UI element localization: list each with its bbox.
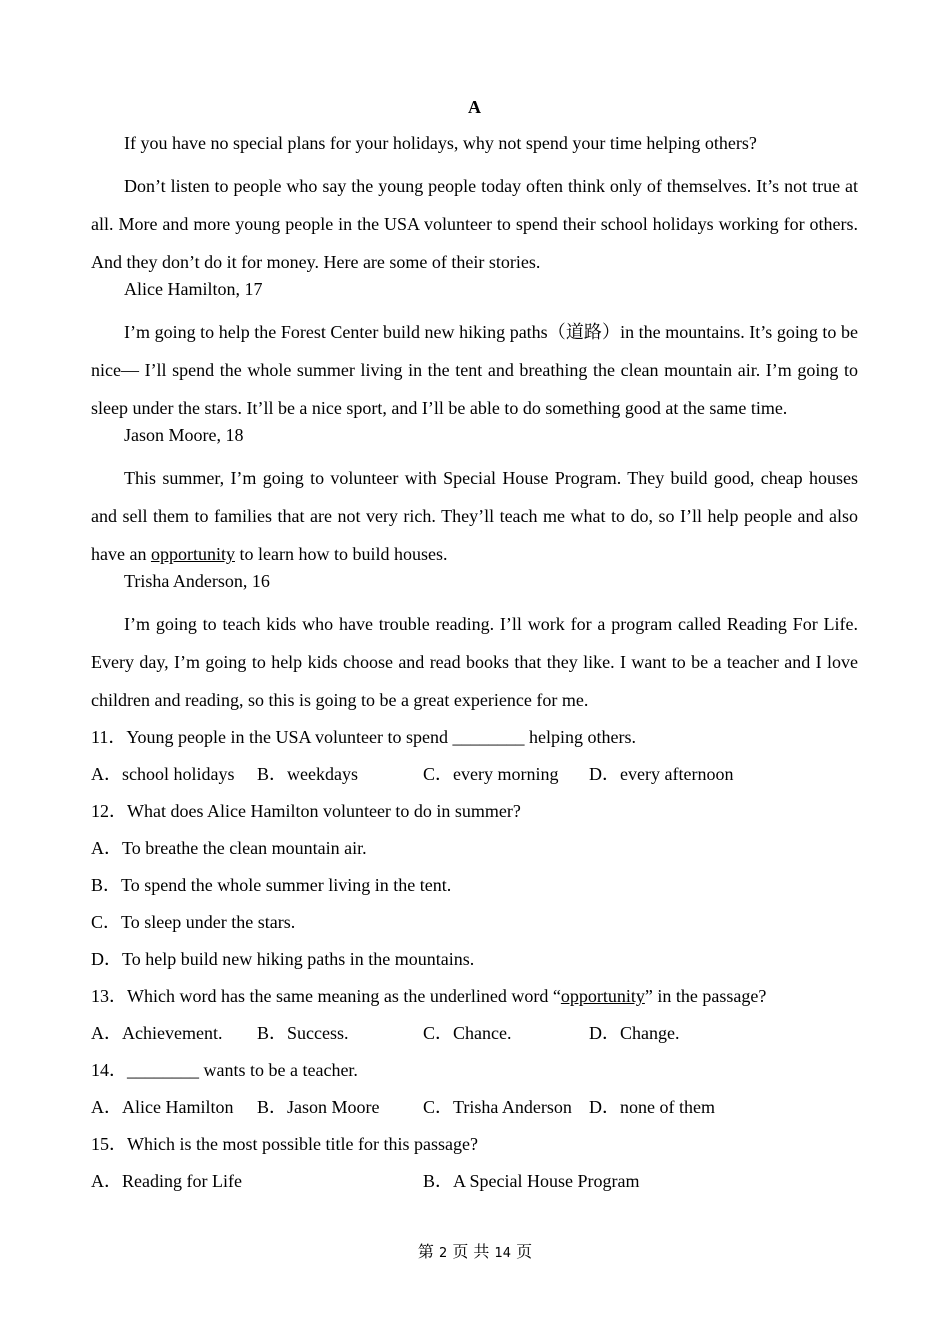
question-11-option-b: B．weekdays (257, 764, 358, 784)
question-13-option-c: C．Chance. (423, 1023, 512, 1043)
question-12-option-d: D．To help build new hiking paths in the mountains. (91, 949, 475, 969)
question-14-option-b: B．Jason Moore (257, 1097, 380, 1117)
story-1-name: Alice Hamilton, 17 (124, 279, 263, 299)
story-2-name: Jason Moore, 18 (124, 425, 244, 445)
section-title: A (468, 97, 481, 117)
question-13-stem-after: ” in the passage? (644, 986, 767, 1006)
question-11-option-c: C．every morning (423, 764, 559, 784)
story-2-text-after: to learn how to build houses. (234, 544, 448, 564)
question-11-option-a: A．school holidays (91, 764, 235, 784)
page-footer (0, 1240, 950, 1266)
document-page (91, 94, 858, 1200)
question-13-stem (91, 978, 858, 1015)
question-13-underlined-word: opportunity (560, 986, 645, 1006)
underlined-word: opportunity (150, 544, 235, 564)
story-1-text: I’m going to help the Forest Center build new hiking paths（道路）in the mountains. It’s going to be nice— I’ll spend the whole summer living in the tent and breathing the clean mountain air. I’m going to sleep under the stars. It’ll be a nice sport, and I’ll be able to do something good at the same time. (91, 322, 858, 418)
paragraph-1: Don’t listen to people who say the young people today often think only of themselves. It’s not true at all. More and more young people in the USA volunteer to spend their school holidays working for others. And they don’t do it for money. Here are some of their stories. (91, 176, 858, 272)
footer-page-number: 2 (438, 1246, 448, 1261)
question-11-option-d: D．every afternoon (589, 764, 734, 784)
question-15-options (91, 1163, 858, 1200)
question-14-stem: 14．________ wants to be a teacher. (91, 1060, 358, 1080)
question-12-option-c: C．To sleep under the stars. (91, 912, 296, 932)
footer-total-pages: 14 (494, 1246, 512, 1261)
footer-middle: 页 共 (452, 1242, 490, 1261)
story-2-text-before: This summer, I’m going to volunteer with Special House Program. They build good, cheap houses and sell them to families that are not very rich. They’ll teach me what to do, so I’ll help people and also have an (91, 468, 858, 564)
question-13-stem-before: 13．Which word has the same meaning as the underlined word “ (91, 986, 561, 1006)
question-12-stem: 12．What does Alice Hamilton volunteer to do in summer? (91, 801, 521, 821)
question-13-option-d: D．Change. (589, 1023, 680, 1043)
footer-prefix: 第 (417, 1242, 434, 1261)
question-13-option-a: A．Achievement. (91, 1023, 223, 1043)
question-14-options (91, 1089, 858, 1126)
question-14-option-c: C．Trisha Anderson (423, 1097, 572, 1117)
question-13-option-b: B．Success. (257, 1023, 349, 1043)
question-12-option-a: A．To breathe the clean mountain air. (91, 838, 367, 858)
question-13-options (91, 1015, 858, 1052)
question-14-option-a: A．Alice Hamilton (91, 1097, 234, 1117)
question-11-stem: 11．Young people in the USA volunteer to spend ________ helping others. (91, 727, 636, 747)
question-11-options (91, 756, 858, 793)
story-2-text (91, 459, 858, 573)
footer-suffix: 页 (516, 1242, 533, 1261)
question-12-option-b: B．To spend the whole summer living in the tent. (91, 875, 452, 895)
question-15-option-b: B．A Special House Program (423, 1171, 640, 1191)
question-15-option-a: A．Reading for Life (91, 1171, 242, 1191)
question-15-stem: 15．Which is the most possible title for this passage? (91, 1134, 478, 1154)
question-14-option-d: D．none of them (589, 1097, 715, 1117)
intro-paragraph: If you have no special plans for your holidays, why not spend your time helping others? (124, 133, 757, 153)
story-3-text: I’m going to teach kids who have trouble reading. I’ll work for a program called Reading For Life. Every day, I’m going to help kids choose and read books that they like. I want to be a teacher and I love children and reading, so this is going to be a great experience for me. (91, 614, 858, 710)
story-3-name: Trisha Anderson, 16 (124, 571, 270, 591)
